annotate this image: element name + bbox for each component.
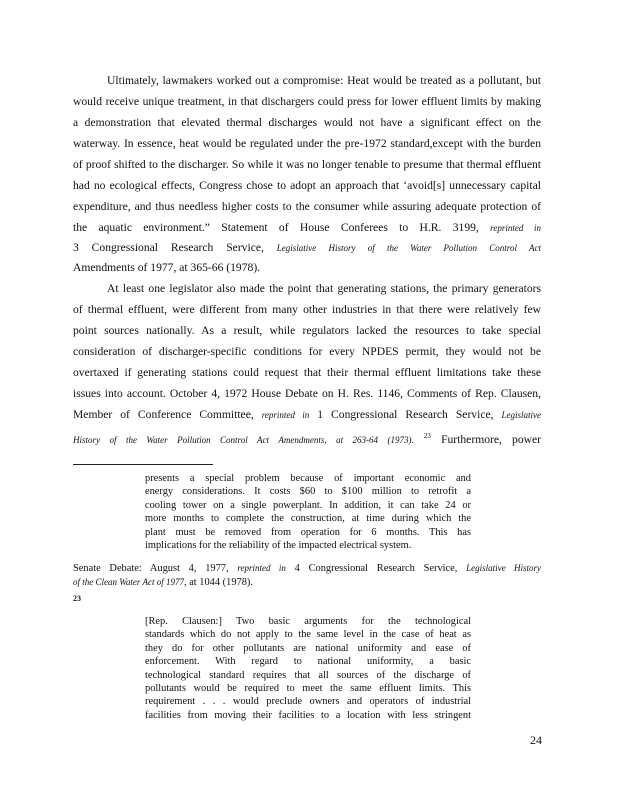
body-line: Amendments of 1977, at 365-66 (1978). — [73, 261, 261, 274]
footnote-line: plant must be removed from operation for 6 months. This has — [145, 526, 471, 538]
footnote-line: presents a special problem because of important economic and — [145, 473, 471, 484]
footnote-line: energy considerations. It costs $60 to $100 million to retrofit a — [145, 486, 471, 498]
footnote-number: 23 — [73, 594, 81, 603]
footnote-line: more months to complete the construction, at time during which the — [145, 513, 471, 525]
citation-text: 3 Congressional Research Service, — [73, 241, 264, 254]
footnote-line: facilities from moving their facilities to a location with less stringent — [145, 709, 471, 721]
citation-italic: Legislative History — [466, 563, 541, 573]
footnote-line: pollutants would be required to meet the same effluent limits. This — [145, 683, 471, 695]
body-line: had no ecological effects, Congress chose to adopt an approach that ‘avoid[s] unnecessary capital — [73, 179, 541, 192]
citation-italic: reprinted in — [237, 563, 286, 573]
citation-text: 4 Congressional Research Service, — [294, 563, 458, 574]
footnote-line: technological standard requires that all sources of the discharge of — [145, 669, 471, 681]
body-line: Ultimately, lawmakers worked out a compromise: Heat would be treated as a pollutant, but — [107, 74, 541, 87]
footnote-marker: 23 — [423, 432, 431, 440]
footnote-citation — [73, 576, 541, 589]
body-line: waterway. In essence, heat would be regulated under the pre-1972 standard,except with the burden — [73, 137, 541, 150]
citation-italic: Legislative — [501, 410, 542, 420]
body-line: of thermal effluent, were different from many other industries in that there were relatively few — [73, 303, 541, 316]
body-line: a demonstration that elevated thermal discharges would not have a significant effect on the — [73, 116, 541, 129]
body-line: would receive unique treatment, in that dischargers could press for lower effluent limits by making — [73, 95, 541, 108]
body-line — [73, 429, 541, 447]
footnote-line: [Rep. Clausen:] Two basic arguments for the technological — [145, 616, 471, 627]
footnote-quote — [145, 472, 471, 552]
body-line: overtaxed if generating stations could request that their thermal effluent limitations take these — [73, 366, 541, 379]
footnote-line: implications for the reliability of the impacted electrical system. — [145, 540, 412, 552]
citation-text: Senate Debate: August 4, 1977, — [73, 563, 229, 574]
body-line: expenditure, and thus needless higher costs to the consumer while assuring adequate protection of — [73, 200, 541, 213]
page-number: 24 — [530, 733, 542, 747]
footnote-line: they do for other pollutants are national uniformity and ease of — [145, 642, 471, 654]
citation-text: , at 1044 (1978). — [184, 577, 253, 588]
citation-italic: of the Clean Water Act of 1977 — [73, 577, 184, 587]
body-line — [73, 408, 541, 422]
citation-text: 1 Congressional Research Service, — [317, 408, 494, 421]
citation-text: the aquatic environment.” Statement of House Conferees to H.R. 3199, — [73, 221, 479, 234]
body-line — [73, 241, 541, 255]
footnote-line: cooling tower on a single powerplant. In addition, it can take 24 or — [145, 499, 471, 511]
body-line: issues into account. October 4, 1972 House Debate on H. Res. 1146, Comments of Rep. Clausen, — [73, 387, 541, 400]
footnote-line: standards which do not apply to the same level in the case of heat as — [145, 629, 471, 641]
body-line: of proof shifted to the discharger. So while it was no longer tenable to presume that thermal effluent — [73, 158, 541, 171]
footnote-separator — [73, 464, 213, 465]
footnote-citation — [73, 562, 541, 575]
body-line — [73, 221, 541, 235]
body-line: point sources nationally. As a result, while regulators lacked the resources to take special — [73, 324, 541, 337]
citation-italic: History of the Water Pollution Control Act Amendments, at 263-64 (1973). — [73, 434, 414, 445]
footnote-line: requirement . . . would preclude owners and operators of industrial — [145, 696, 471, 708]
citation-italic: Legislative History of the Water Pollution Control Act — [276, 243, 541, 253]
footnote-quote — [145, 615, 471, 722]
citation-italic: reprinted in — [490, 223, 541, 233]
footnote-line: enforcement. With regard to national uniformity, a basic — [145, 656, 471, 668]
citation-text: Furthermore, power — [441, 432, 542, 446]
citation-italic: reprinted in — [261, 410, 310, 420]
citation-text: Member of Conference Committee, — [73, 408, 254, 421]
body-line: consideration of discharger-specific conditions for every NPDES permit, they would not be — [73, 345, 541, 358]
body-line: At least one legislator also made the point that generating stations, the primary generators — [107, 282, 541, 295]
